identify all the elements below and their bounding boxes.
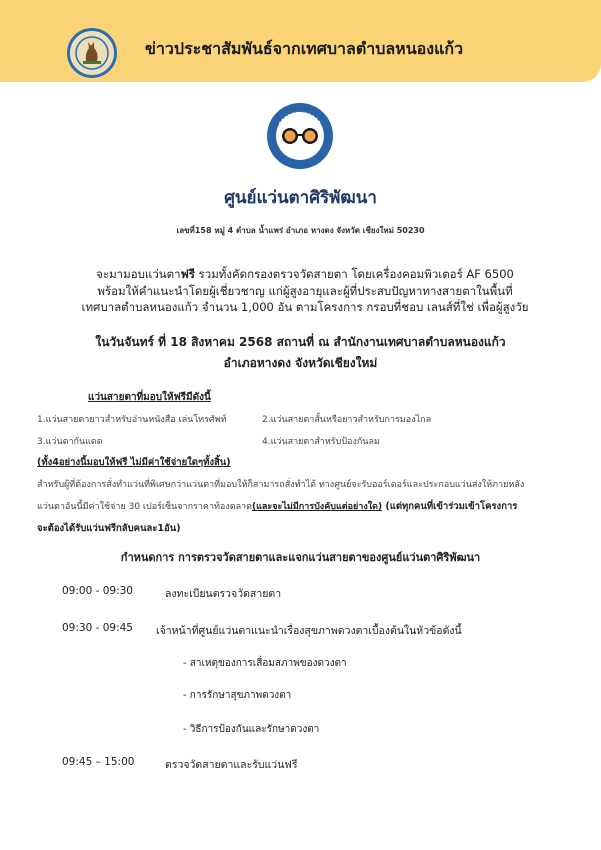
center-name: ศูนย์แว่นตาศิริพัฒนา bbox=[224, 188, 377, 208]
schedule-desc: ตรวจวัดสายตาและรับแว่นฟรี bbox=[165, 759, 298, 771]
municipality-logo bbox=[67, 28, 117, 78]
header-banner bbox=[0, 0, 601, 82]
special-order-note bbox=[37, 474, 577, 540]
note-text: แว่นตาอันนี้มีค่าใช้จ่าย 30 เปอร์เซ็นจากราคาท้องตลาด bbox=[37, 502, 252, 512]
free-word: ฟรี bbox=[180, 267, 195, 281]
no-obligation-text: (และจะไม่มีการบังคับแต่อย่างใด) bbox=[252, 502, 383, 512]
intro-line-1 bbox=[55, 266, 555, 283]
schedule-time: 09:00 - 09:30 bbox=[62, 585, 133, 597]
free-glasses-item: 2.แว่นสายตาสั้นหรือยาวสำหรับการมองไกล bbox=[262, 415, 432, 425]
schedule-topic: - วิธีการป้องกันและรักษาดวงตา bbox=[183, 724, 320, 735]
schedule-desc: ลงทะเบียนตรวจวัดสายตา bbox=[165, 588, 282, 600]
intro-text: จะมามอบแว่นตา bbox=[96, 267, 181, 281]
intro-paragraph bbox=[55, 266, 555, 316]
intro-text: รวมทั้งคัดกรองตรวจวัดสายตา โดยเครื่องคอมพิวเตอร์ AF 6500 bbox=[194, 267, 514, 281]
center-address: เลขที่158 หมู่ 4 ตำบล น้ำแพร่ อำเภอ หางดง จังหวัด เชียงใหม่ 50230 bbox=[176, 226, 425, 235]
note-emphasis: (แต่ทุกคนที่เข้าร่วมเข้าโครงการ bbox=[382, 501, 518, 512]
free-glasses-item: 3.แว่นตากันแดด bbox=[37, 437, 103, 447]
free-glasses-title: แว่นสายตาที่มอบให้ฟรีมีดังนี้ bbox=[88, 392, 211, 403]
schedule-topic: - สาเหตุของการเสื่อมสภาพของดวงตา bbox=[183, 658, 347, 669]
schedule-time: 09:45 – 15:00 bbox=[62, 756, 135, 768]
intro-line-3: เทศบาลตำบลหนองแก้ว จำนวน 1,000 อัน ตามโครงการ กรอบที่ชอบ เลนส์ที่ใช่ เพื่อผู้สูงวัย bbox=[81, 300, 529, 314]
schedule-topic: - การรักษาสุขภาพดวงตา bbox=[183, 690, 292, 701]
event-date: ในวันจันทร์ ที่ 18 สิงหาคม 2568 สถานที่ ณ สำนักงานเทศบาลตำบลหนองแก้ว bbox=[95, 335, 506, 349]
free-glasses-item: 4.แว่นสายตาสำหรับป้องกันลม bbox=[262, 437, 380, 447]
intro-line-2: พร้อมให้คำแนะนำโดยผู้เชี่ยวชาญ แก่ผู้สูงอายุและผู้ที่ประสบปัญหาทางสายตาในพื้นที่ bbox=[97, 283, 513, 298]
eyewear-center-logo bbox=[266, 102, 334, 170]
schedule-time: 09:30 - 09:45 bbox=[62, 622, 133, 634]
free-glasses-item: 1.แว่นสายตายาวสำหรับอ่านหนังสือ เล่นโทรศัพท์ bbox=[37, 415, 227, 425]
note-line-3: จะต้องได้รับแว่นฟรีกลับคนละ1อัน) bbox=[37, 523, 181, 534]
note-line-2 bbox=[37, 496, 577, 518]
all-free-note: (ทั้ง4อย่างนี้มอบให้ฟรี ไม่มีค่าใช้จ่ายใดๆทั้งสิ้น) bbox=[37, 457, 231, 468]
schedule-title: กำหนดการ การตรวจวัดสายตาและแจกแว่นสายตาของศูนย์แว่นตาศิริพัฒนา bbox=[120, 551, 481, 564]
schedule-desc: เจ้าหน้าที่ศูนย์แว่นตาแนะนำเรื่องสุขภาพดวงตาเบื้องต้นในหัวข้อดังนี้ bbox=[156, 625, 462, 637]
header-title: ข่าวประชาสัมพันธ์จากเทศบาลตำบลหนองแก้ว bbox=[145, 39, 464, 58]
note-line-1: สำหรับผู้ที่ต้องการสั่งทำแว่นที่พิเศษกว่าแว่นตาที่มอบให้ก็สามารถสั่งทำได้ ทางศูนย์จะรับออร์เดอร์และประกอบแว่นส่งให้ภายหลัง bbox=[37, 480, 525, 490]
event-place: อำเภอหางดง จังหวัดเชียงใหม่ bbox=[223, 356, 378, 370]
